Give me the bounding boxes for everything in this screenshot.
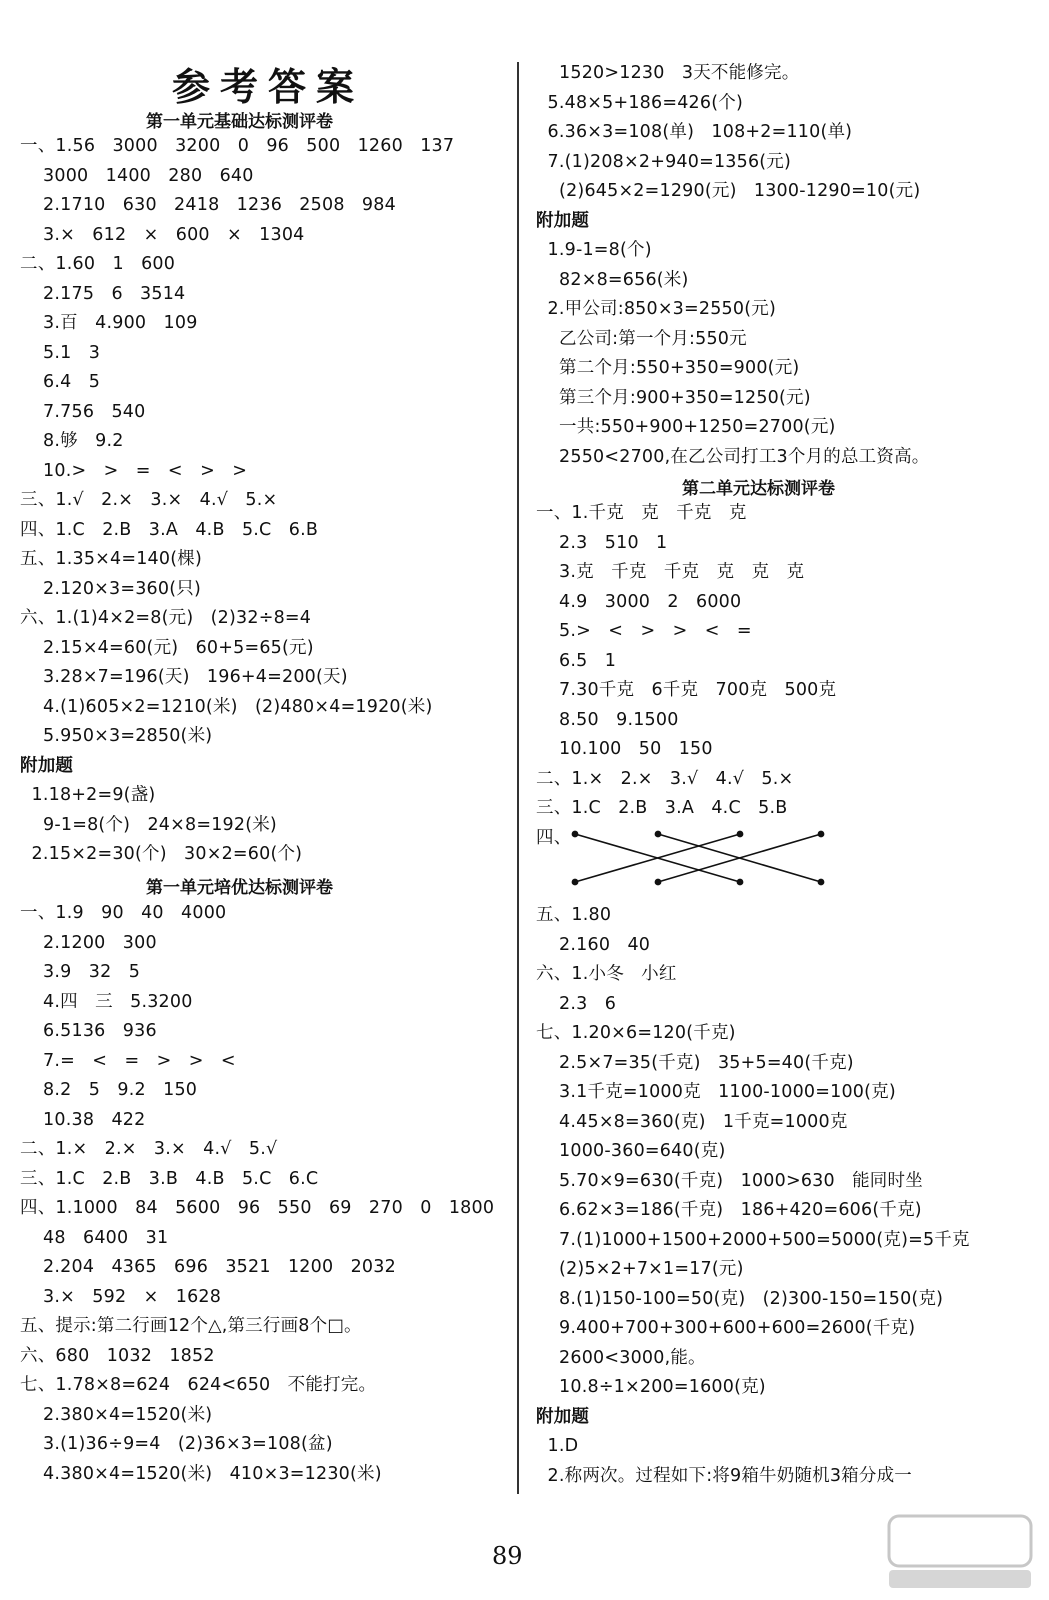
answer-line: 3.9 32 5 [20,962,141,982]
answer-line: 2.380×4=1520(米) [20,1404,213,1425]
answer-line: 5.70×9=630(千克) 1000>630 能同时坐 [536,1170,923,1191]
answer-line: 10.8÷1×200=1600(克) [536,1377,766,1397]
page-number: 89 [492,1542,523,1570]
answer-line: 附加题 [20,755,74,776]
answer-line: 一、1.9 90 40 4000 [20,903,227,923]
answer-line: 六、680 1032 1852 [20,1345,215,1366]
answer-line: 6.36×3=108(单) 108+2=110(单) [536,122,853,142]
answer-line: 二、1.× 2.× 3.√ 4.√ 5.× [536,768,794,789]
answer-line: 10.100 50 150 [536,739,713,759]
answer-line: 4.(1)605×2=1210(米) (2)480×4=1920(米) [20,696,433,717]
answer-line: 一、1.千克 克 千克 克 [536,503,747,523]
answer-line: 3.× 592 × 1628 [20,1286,222,1307]
answer-line: 3.百 4.900 109 [20,313,198,333]
answer-line: 2.3 6 [536,993,617,1014]
answer-line: 5.1 3 [20,342,101,363]
answer-line: 五、1.35×4=140(棵) [20,549,202,569]
answer-line: 10.> > = < > > [20,460,248,481]
watermark-logo [885,1512,1035,1592]
answer-line: 4.45×8=360(克) 1千克=1000克 [536,1111,848,1132]
answer-line: 三、1.√ 2.× 3.× 4.√ 5.× [20,490,278,510]
answer-line: 5.48×5+186=426(个) [536,92,743,113]
answer-line: 8.(1)150-100=50(克) (2)300-150=150(克) [536,1288,944,1309]
answer-line: 3000 1400 280 640 [20,165,254,186]
answer-line: (2)645×2=1290(元) 1300-1290=10(元) [536,181,921,201]
answer-line: 2.3 510 1 [536,532,668,553]
answer-line: 附加题 [536,210,590,231]
answer-line: 一共:550+900+1250=2700(元) [536,417,836,437]
answer-line: 三、1.C 2.B 3.B 4.B 5.C 6.C [20,1168,319,1189]
answer-line: 第二个月:550+350=900(元) [536,358,800,378]
answer-line: 8.2 5 9.2 150 [20,1080,198,1100]
answer-line: 5.> < > > < = [536,621,752,641]
answer-line: 二、1.60 1 600 [20,254,176,274]
answer-line: 2550<2700,在乙公司打工3个月的总工资高。 [536,446,930,467]
answer-line: 五、1.80 [536,905,612,925]
answer-line: 2600<3000,能。 [536,1347,706,1368]
page-title: 参考答案 [172,64,365,109]
answer-line: 3.28×7=196(天) 196+4=200(天) [20,667,348,687]
answer-line: 8.够 9.2 [20,431,124,451]
answer-line: 2.120×3=360(只) [20,578,201,599]
answer-line: 附加题 [536,1406,590,1427]
answer-line: 六、1.小冬 小红 [536,964,677,984]
answer-line: 3.(1)36÷9=4 (2)36×3=108(盆) [20,1434,333,1454]
answer-line: 第三个月:900+350=1250(元) [536,387,811,408]
answer-line: 6.5136 936 [20,1021,157,1041]
section-title-unit2: 第二单元达标测评卷 [682,479,835,499]
answer-line: 7.30千克 6千克 700克 500克 [536,680,837,700]
answer-line: 7.756 540 [20,401,146,422]
section-title-unit1-basic: 第一单元基础达标测评卷 [146,112,333,132]
answer-line: 2.1200 300 [20,932,157,953]
answer-line: 1.18+2=9(盏) [20,785,156,805]
answer-line: 一、1.56 3000 3200 0 96 500 1260 137 [20,136,455,156]
section-title-unit1-advanced: 第一单元培优达标测评卷 [146,878,333,898]
answer-line: 4.380×4=1520(米) 410×3=1230(米) [20,1463,382,1484]
answer-line: 2.称两次。过程如下:将9箱牛奶随机3箱分成一 [536,1465,912,1486]
answer-line: 3.× 612 × 600 × 1304 [20,224,305,245]
answer-line: 4.9 3000 2 6000 [536,591,742,612]
answer-line: 二、1.× 2.× 3.× 4.√ 5.√ [20,1139,278,1159]
answer-line: 2.160 40 [536,934,651,955]
answer-line: 1520>1230 3天不能修完。 [536,63,800,83]
answer-line: 7.(1)1000+1500+2000+500=5000(克)=5千克 [536,1229,970,1250]
answer-line: 3.1千克=1000克 1100-1000=100(克) [536,1082,896,1102]
answer-line: 四、1.C 2.B 3.A 4.B 5.C 6.B [20,519,319,540]
answer-line: 七、1.78×8=624 624<650 不能打完。 [20,1375,377,1395]
answer-line: 乙公司:第一个月:550元 [536,328,747,349]
answer-line: 五、提示:第二行画12个△,第三行画8个□。 [20,1316,362,1336]
answer-line: 六、1.(1)4×2=8(元) (2)32÷8=4 [20,608,312,628]
answer-line: 7.= < = > > < [20,1050,236,1071]
answer-line: 48 6400 31 [20,1227,169,1248]
answer-line: 三、1.C 2.B 3.A 4.C 5.B [536,798,788,818]
answer-line: 2.1710 630 2418 1236 2508 984 [20,195,396,215]
answer-line: 四、 [536,827,572,848]
answer-line: 6.62×3=186(千克) 186+420=606(千克) [536,1200,922,1220]
answer-line: 9.400+700+300+600+600=2600(千克) [536,1318,916,1338]
answer-line: 2.15×4=60(元) 60+5=65(元) [20,637,314,658]
answer-line: 1000-360=640(克) [536,1141,726,1161]
answer-line: 七、1.20×6=120(千克) [536,1023,736,1043]
answer-line: 1.D [536,1436,579,1456]
answer-line: 2.15×2=30(个) 30×2=60(个) [20,844,303,864]
answer-line: 6.5 1 [536,650,617,671]
answer-line: 4.四 三 5.3200 [20,991,193,1012]
answer-line: 6.4 5 [20,372,101,392]
matching-diagram [569,826,839,892]
answer-line: 5.950×3=2850(米) [20,726,213,746]
answer-line: 82×8=656(米) [536,269,689,290]
answer-line: 2.175 6 3514 [20,283,186,304]
answer-line: 2.204 4365 696 3521 1200 2032 [20,1257,396,1277]
answer-line: 四、1.1000 84 5600 96 550 69 270 0 1800 [20,1198,495,1218]
answer-line: 2.5×7=35(千克) 35+5=40(千克) [536,1052,854,1073]
answer-line: 1.9-1=8(个) [536,240,652,260]
answer-line: 3.克 千克 千克 克 克 克 [536,562,805,582]
answer-line: 8.50 9.1500 [536,709,679,730]
answer-line: 10.38 422 [20,1109,146,1130]
answer-line: 9-1=8(个) 24×8=192(米) [20,814,277,835]
answer-line: (2)5×2+7×1=17(元) [536,1259,744,1279]
answer-line: 7.(1)208×2+940=1356(元) [536,151,792,172]
answer-line: 2.甲公司:850×3=2550(元) [536,299,776,319]
column-divider [517,62,519,1494]
